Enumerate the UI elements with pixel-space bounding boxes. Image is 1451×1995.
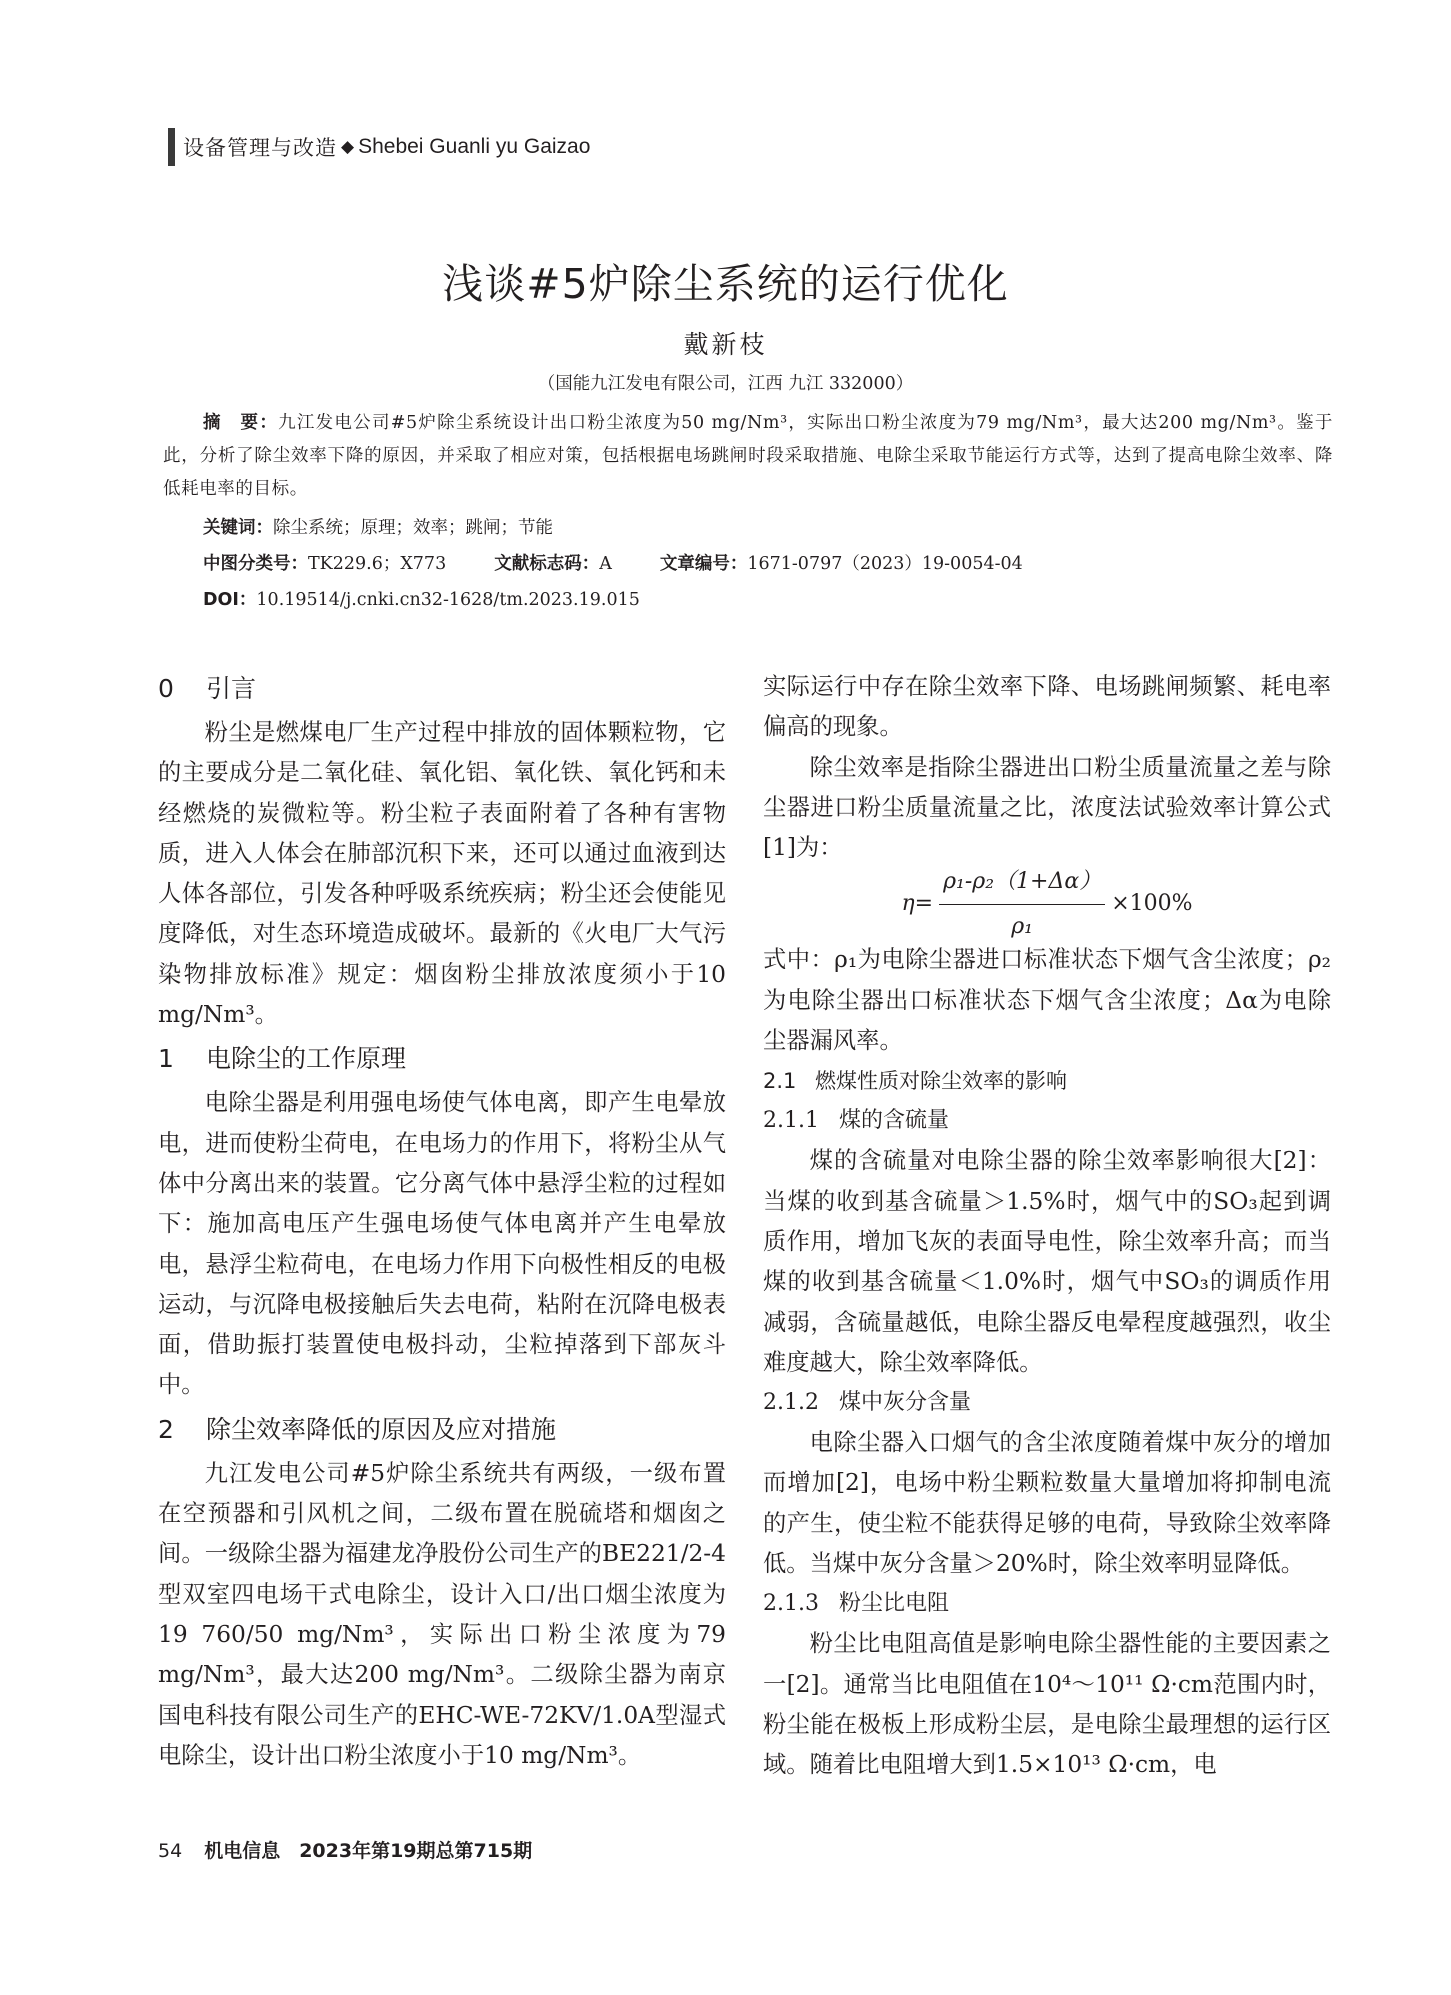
formula-lhs: η= bbox=[901, 891, 934, 917]
formula-denominator: ρ₁ bbox=[1011, 913, 1034, 939]
doc-code-value: A bbox=[599, 554, 612, 574]
journal-issue: 机电信息 2023年第19期总第715期 bbox=[204, 1840, 533, 1862]
header-label-cn: 设备管理与改造 bbox=[183, 136, 337, 160]
page-number: 54 bbox=[158, 1840, 183, 1862]
running-header bbox=[168, 128, 590, 166]
classification-line bbox=[203, 548, 1373, 581]
section-heading-1: 1 电除尘的工作原理 bbox=[158, 1044, 407, 1074]
section-heading-2-1: 2.1 燃煤性质对除尘效率的影响 bbox=[763, 1069, 1067, 1094]
abstract-label: 摘 要： bbox=[203, 413, 279, 433]
page-footer bbox=[158, 1836, 532, 1863]
author: 戴新枝 bbox=[683, 330, 768, 359]
formula-numerator: ρ₁-ρ₂（1+Δα） bbox=[939, 862, 1105, 905]
section-heading-2: 2 除尘效率降低的原因及应对措施 bbox=[158, 1414, 557, 1444]
intro-paragraph: 粉尘是燃煤电厂生产过程中排放的固体颗粒物，它的主要成分是二氧化硅、氧化铝、氧化铁、氧化钙和未经燃烧的炭微粒等。粉尘粒子表面附着了各种有害物质，进入人体会在肺部沉积下来，还可以通过血液到达人体各部位，引发各种呼吸系统疾病；粉尘还会使能见度降低，对生态环境造成破坏。最新的《火电厂大气污染物排放标准》规定：烟囱粉尘排放浓度须小于10 mg/Nm³。 bbox=[158, 719, 726, 1029]
doi-link[interactable]: 10.19514/j.cnki.cn32-1628/tm.2023.19.015 bbox=[256, 590, 640, 610]
article-number-value: 1671-0797（2023）19-0054-04 bbox=[747, 554, 1023, 574]
section-heading-2-1-2: 2.1.2 煤中灰分含量 bbox=[763, 1390, 972, 1416]
left-column bbox=[158, 667, 726, 1776]
formula-explanation: 式中：ρ₁为电除尘器进口标准状态下烟气含尘浓度；ρ₂为电除尘器出口标准状态下烟气含尘浓度；Δα为电除尘器漏风率。 bbox=[763, 946, 1331, 1055]
header-label-en: Shebei Guanli yu Gaizao bbox=[358, 135, 591, 158]
diamond-icon: ◆ bbox=[341, 137, 355, 157]
clc-value: TK229.6；X773 bbox=[308, 554, 447, 574]
efficiency-formula bbox=[763, 868, 1331, 940]
section-heading-2-1-1: 2.1.1 煤的含硫量 bbox=[763, 1108, 950, 1134]
formula-rhs: ×100% bbox=[1111, 891, 1193, 917]
article-title: 浅谈#5炉除尘系统的运行优化 bbox=[442, 260, 1009, 308]
formula-fraction bbox=[939, 862, 1105, 948]
affiliation: （国能九江发电有限公司，江西 九江 332000） bbox=[537, 374, 914, 394]
continued-paragraph: 实际运行中存在除尘效率下降、电场跳闸频繁、耗电率偏高的现象。 bbox=[763, 673, 1331, 741]
keywords bbox=[203, 512, 1373, 545]
right-column bbox=[763, 667, 1331, 1786]
causes-paragraph: 九江发电公司#5炉除尘系统共有两级，一级布置在空预器和引风机之间，二级布置在脱硫塔和烟囱之间。一级除尘器为福建龙净股份公司生产的BE221/2-4型双室四电场干式电除尘，设计入口/出口烟尘浓度为19 760/50 mg/Nm³，实际出口粉尘浓度为79 mg/Nm³，最大达200 mg/Nm³。二级除尘器为南京国电科技有限公司生产的EHC-WE-72KV/1.0A型湿式电除尘，设计出口粉尘浓度小于10 mg/Nm³。 bbox=[158, 1459, 726, 1769]
abstract bbox=[163, 407, 1333, 506]
abstract-text: 九江发电公司#5炉除尘系统设计出口粉尘浓度为50 mg/Nm³，实际出口粉尘浓度为79 mg/Nm³，最大达200 mg/Nm³。鉴于此，分析了除尘效率下降的原因，并采取了相应对策，包括根据电场跳闸时段采取措施、电除尘采取节能运行方式等，达到了提高电除尘效率、降低耗电率的目标。 bbox=[163, 413, 1333, 499]
ash-paragraph: 电除尘器入口烟气的含尘浓度随着煤中灰分的增加而增加[2]，电场中粉尘颗粒数量大量增加将抑制电流的产生，使尘粒不能获得足够的电荷，导致除尘效率降低。当煤中灰分含量＞20%时，除尘效率明显降低。 bbox=[763, 1429, 1331, 1578]
doi-line bbox=[203, 584, 1373, 617]
section-heading-0: 0 引言 bbox=[158, 674, 257, 703]
sulfur-paragraph: 煤的含硫量对电除尘器的除尘效率影响很大[2]：当煤的收到基含硫量＞1.5%时，烟气中的SO₃起到调质作用，增加飞灰的表面导电性，除尘效率升高；而当煤的收到基含硫量＜1.0%时，烟气中SO₃的调质作用减弱，含硫量越低，电除尘器反电晕程度越强烈，收尘难度越大，除尘效率降低。 bbox=[763, 1147, 1331, 1376]
clc-label: 中图分类号： bbox=[203, 554, 308, 574]
doc-code-label: 文献标志码： bbox=[494, 554, 600, 574]
doi-label: DOI： bbox=[203, 590, 257, 610]
article-number-label: 文章编号： bbox=[659, 554, 748, 574]
section-heading-2-1-3: 2.1.3 粉尘比电阻 bbox=[763, 1591, 950, 1617]
keywords-label: 关键词： bbox=[203, 518, 273, 538]
resistivity-paragraph: 粉尘比电阻高值是影响电除尘器性能的主要因素之一[2]。通常当比电阻值在10⁴～10¹¹ Ω·cm范围内时，粉尘能在极板上形成粉尘层，是电除尘最理想的运行区域。随着比电阻增大到1.5×10¹³ Ω·cm，电 bbox=[763, 1630, 1331, 1779]
efficiency-paragraph: 除尘效率是指除尘器进出口粉尘质量流量之差与除尘器进口粉尘质量流量之比，浓度法试验效率计算公式[1]为： bbox=[763, 753, 1331, 862]
principle-paragraph: 电除尘器是利用强电场使气体电离，即产生电晕放电，进而使粉尘荷电，在电场力的作用下，将粉尘从气体中分离出来的装置。它分离气体中悬浮尘粒的过程如下：施加高电压产生强电场使气体电离并产生电晕放电，悬浮尘粒荷电，在电场力作用下向极性相反的电极运动，与沉降电极接触后失去电荷，粘附在沉降电极表面，借助振打装置使电极抖动，尘粒掉落到下部灰斗中。 bbox=[158, 1089, 726, 1399]
keywords-text: 除尘系统；原理；效率；跳闸；节能 bbox=[273, 518, 553, 538]
header-bar bbox=[168, 128, 175, 166]
